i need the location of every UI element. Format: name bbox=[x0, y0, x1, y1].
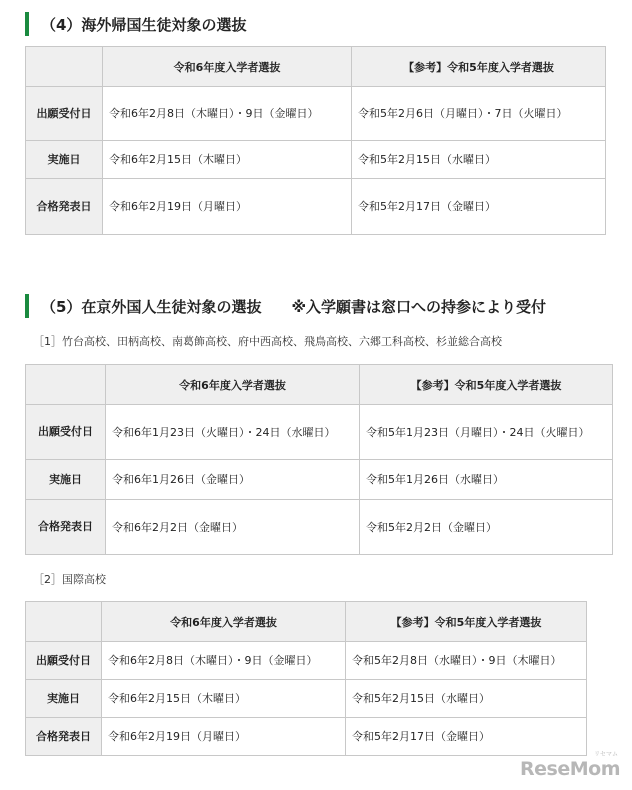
row-label-exam: 実施日 bbox=[26, 141, 103, 179]
cell-r6: 令和6年1月23日（火曜日）・24日（水曜日） bbox=[106, 405, 360, 460]
logo-small-text: リセマム bbox=[594, 751, 618, 758]
table-row bbox=[26, 680, 587, 718]
table-corner-cell bbox=[26, 365, 106, 405]
group2-table bbox=[25, 601, 587, 756]
col-header-r5: 【参考】令和5年度入学者選抜 bbox=[360, 365, 613, 405]
cell-r6: 令和6年2月8日（木曜日）・9日（金曜日） bbox=[102, 642, 346, 680]
heading-accent-bar bbox=[25, 12, 29, 36]
table-header-row bbox=[26, 602, 587, 642]
table-row bbox=[26, 141, 606, 179]
cell-r5: 令和5年1月23日（月曜日）・24日（火曜日） bbox=[360, 405, 613, 460]
cell-r6: 令和6年2月19日（月曜日） bbox=[103, 179, 352, 235]
row-label-announcement: 合格発表日 bbox=[26, 500, 106, 555]
row-label-announcement: 合格発表日 bbox=[26, 179, 103, 235]
cell-r6: 令和6年2月2日（金曜日） bbox=[106, 500, 360, 555]
resemom-logo bbox=[520, 751, 620, 780]
table-row bbox=[26, 87, 606, 141]
col-header-r6: 令和6年度入学者選抜 bbox=[103, 47, 352, 87]
cell-r6: 令和6年2月8日（木曜日）・9日（金曜日） bbox=[103, 87, 352, 141]
table-row bbox=[26, 500, 613, 555]
row-label-announcement: 合格発表日 bbox=[26, 718, 102, 756]
cell-r5: 令和5年1月26日（水曜日） bbox=[360, 460, 613, 500]
col-header-r6: 令和6年度入学者選抜 bbox=[102, 602, 346, 642]
section5-note: ※入学願書は窓口への持参により受付 bbox=[291, 297, 547, 316]
cell-r5: 令和5年2月15日（水曜日） bbox=[352, 141, 606, 179]
cell-r5: 令和5年2月2日（金曜日） bbox=[360, 500, 613, 555]
group1-table bbox=[25, 364, 613, 555]
cell-r5: 令和5年2月17日（金曜日） bbox=[346, 718, 587, 756]
col-header-r6: 令和6年度入学者選抜 bbox=[106, 365, 360, 405]
table-header-row bbox=[26, 47, 606, 87]
table-row bbox=[26, 179, 606, 235]
row-label-exam: 実施日 bbox=[26, 460, 106, 500]
col-header-r5: 【参考】令和5年度入学者選抜 bbox=[346, 602, 587, 642]
col-header-r5: 【参考】令和5年度入学者選抜 bbox=[352, 47, 606, 87]
cell-r5: 令和5年2月8日（水曜日）・9日（木曜日） bbox=[346, 642, 587, 680]
table-row bbox=[26, 405, 613, 460]
cell-r6: 令和6年2月15日（木曜日） bbox=[102, 680, 346, 718]
row-label-exam: 実施日 bbox=[26, 680, 102, 718]
section4-table bbox=[25, 46, 606, 235]
section4-heading bbox=[25, 12, 246, 36]
group1-label: ［1］竹台高校、田柄高校、南葛飾高校、府中西高校、飛鳥高校、六郷工科高校、杉並総合高校 bbox=[33, 335, 502, 348]
row-label-application: 出願受付日 bbox=[26, 405, 106, 460]
table-row bbox=[26, 642, 587, 680]
section5-heading bbox=[25, 294, 546, 318]
cell-r6: 令和6年1月26日（金曜日） bbox=[106, 460, 360, 500]
table-header-row bbox=[26, 365, 613, 405]
row-label-application: 出願受付日 bbox=[26, 642, 102, 680]
section4-title: （4）海外帰国生徒対象の選抜 bbox=[41, 15, 247, 34]
cell-r5: 令和5年2月15日（水曜日） bbox=[346, 680, 587, 718]
heading-accent-bar bbox=[25, 294, 29, 318]
cell-r5: 令和5年2月6日（月曜日）・7日（火曜日） bbox=[352, 87, 606, 141]
section5-title: （5）在京外国人生徒対象の選抜 bbox=[41, 297, 262, 316]
cell-r5: 令和5年2月17日（金曜日） bbox=[352, 179, 606, 235]
group2-label: ［2］国際高校 bbox=[33, 573, 106, 586]
table-row bbox=[26, 460, 613, 500]
table-corner-cell bbox=[26, 47, 103, 87]
logo-text: ReseMom bbox=[520, 758, 620, 780]
cell-r6: 令和6年2月19日（月曜日） bbox=[102, 718, 346, 756]
row-label-application: 出願受付日 bbox=[26, 87, 103, 141]
table-row bbox=[26, 718, 587, 756]
cell-r6: 令和6年2月15日（木曜日） bbox=[103, 141, 352, 179]
table-corner-cell bbox=[26, 602, 102, 642]
